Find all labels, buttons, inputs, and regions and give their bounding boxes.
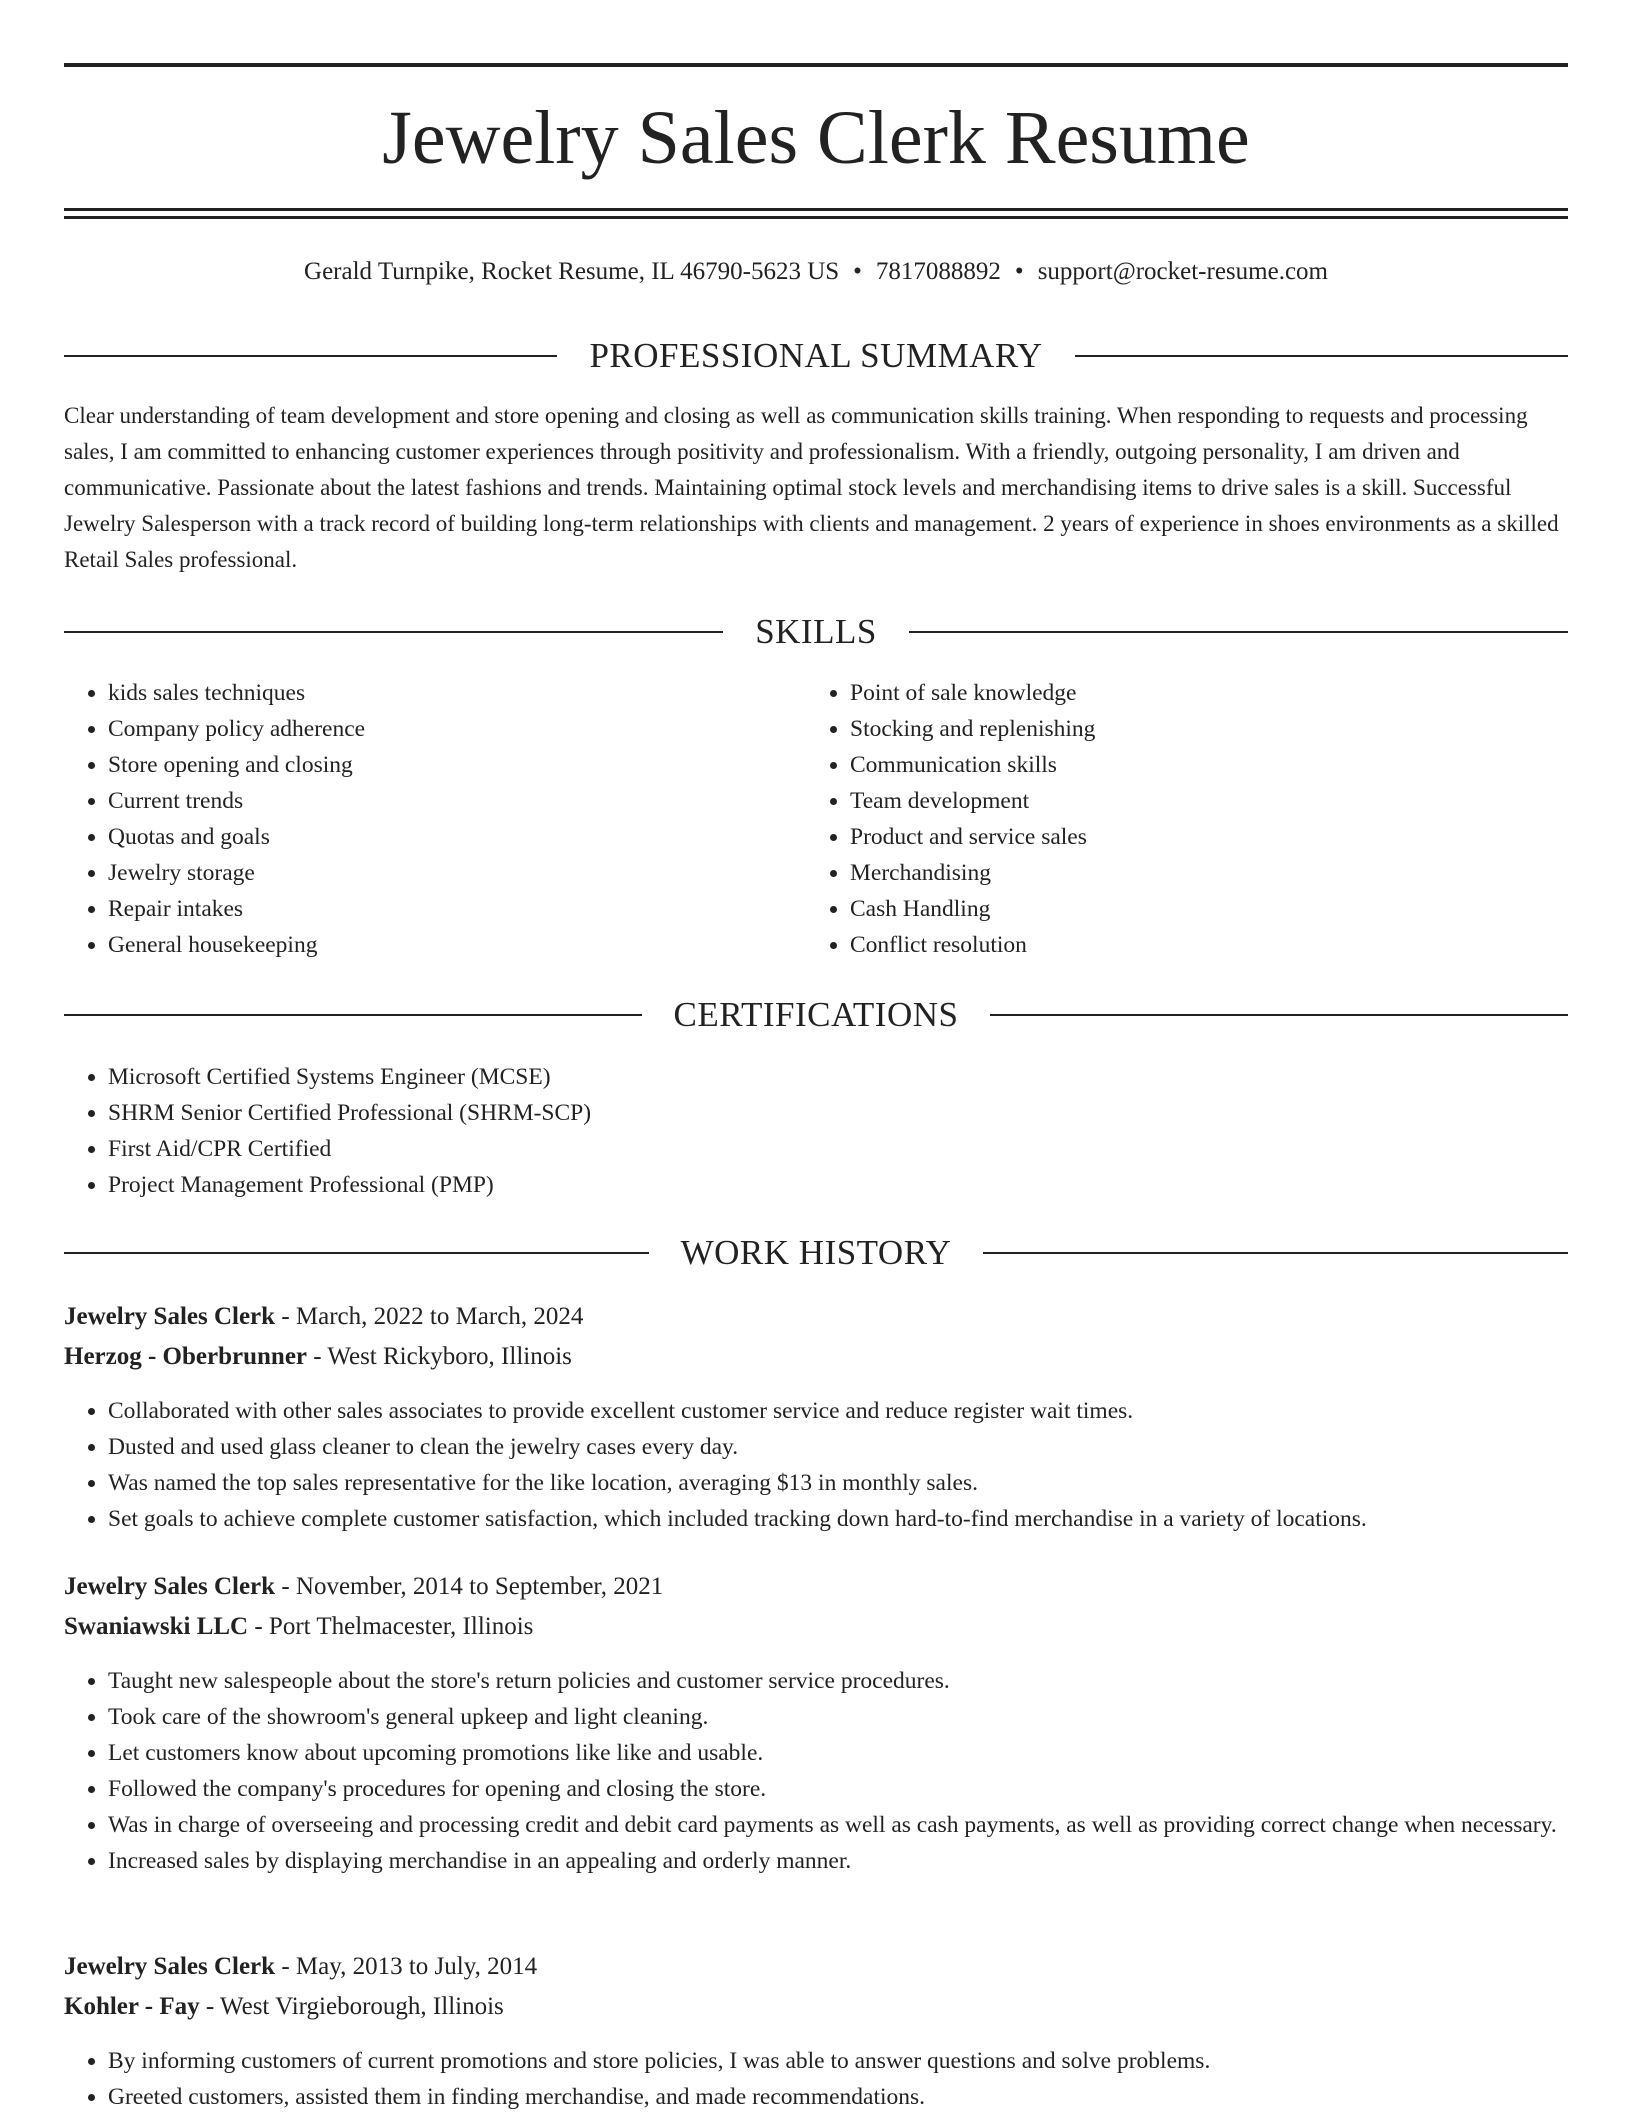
heading-rule-left xyxy=(64,355,557,357)
contact-address: Gerald Turnpike, Rocket Resume, IL 46790-5623 US xyxy=(304,258,840,285)
top-rule xyxy=(64,63,1568,67)
job-dates: - March, 2022 to March, 2024 xyxy=(275,1303,584,1330)
job-title-line xyxy=(64,1299,1568,1335)
list-item: • Followed the company's procedures for opening and closing the store. xyxy=(108,1771,1568,1807)
list-item: • Took care of the showroom's general upkeep and light cleaning. xyxy=(108,1699,1568,1735)
list-item: • Current trends xyxy=(108,783,808,819)
contact-phone: 7817088892 xyxy=(875,258,1001,285)
job-company: Kohler - Fay xyxy=(64,1993,200,2020)
heading-rule-right xyxy=(983,1252,1568,1254)
job-company-line xyxy=(64,1609,1568,1645)
job-title-line xyxy=(64,1949,1568,1985)
list-item: • Repair intakes xyxy=(108,891,808,927)
heading-rule-left xyxy=(64,1252,649,1254)
heading-rule-left xyxy=(64,631,723,633)
list-item: • Cash Handling xyxy=(850,891,1550,927)
section-title: SKILLS xyxy=(755,612,877,651)
list-item: • Increased sales by displaying merchandise in an appealing and orderly manner. xyxy=(108,1843,1568,1879)
list-item: • First Aid/CPR Certified xyxy=(108,1131,1508,1167)
resume-title: Jewelry Sales Clerk Resume xyxy=(382,96,1250,180)
list-item: • Store opening and closing xyxy=(108,747,808,783)
list-item: • Taught new salespeople about the store's return policies and customer service procedures. xyxy=(108,1663,1568,1699)
contact-email: support@rocket-resume.com xyxy=(1037,258,1328,285)
job-location: - Port Thelmacester, Illinois xyxy=(248,1613,534,1640)
list-item: • Microsoft Certified Systems Engineer (MCSE) xyxy=(108,1059,1508,1095)
title-rule-lower xyxy=(64,216,1568,219)
job-company-line xyxy=(64,1989,1568,2025)
list-item: • SHRM Senior Certified Professional (SHRM-SCP) xyxy=(108,1095,1508,1131)
list-item: • Greeted customers, assisted them in finding merchandise, and made recommendations. xyxy=(108,2079,1568,2115)
list-item: • Merchandising xyxy=(850,855,1550,891)
job-title: Jewelry Sales Clerk xyxy=(64,1953,276,1980)
list-item: • By informing customers of current promotions and store policies, I was able to answer questions and solve problems. xyxy=(108,2043,1568,2079)
list-item: • Product and service sales xyxy=(850,819,1550,855)
list-item: • Stocking and replenishing xyxy=(850,711,1550,747)
list-item: • Point of sale knowledge xyxy=(850,675,1550,711)
job-bullets xyxy=(64,1393,1568,1537)
section-heading-summary xyxy=(64,334,1568,378)
section-heading-certifications xyxy=(64,993,1568,1037)
job-title-line xyxy=(64,1569,1568,1605)
summary-text: Clear understanding of team development and store opening and closing as well as communication skills training. When responding to requests and processing sales, I am committed to enhancing customer experiences through positivity and professionalism. With a friendly, outgoing personality, I am driven and communicative. Passionate about the latest fashions and trends. Maintaining optimal stock levels and merchandising items to drive sales is a skill. Successful Jewelry Salesperson with a track record of building long-term relationships with clients and management. 2 years of experience in shoes environments as a skilled Retail Sales professional. xyxy=(64,403,1559,572)
certifications-list xyxy=(64,1059,1508,1203)
job-company: Swaniawski LLC xyxy=(64,1613,249,1640)
job-dates: - November, 2014 to September, 2021 xyxy=(275,1573,664,1600)
job-title: Jewelry Sales Clerk xyxy=(64,1303,276,1330)
skills-list-left xyxy=(64,675,808,963)
section-title: PROFESSIONAL SUMMARY xyxy=(589,336,1043,375)
list-item: • Was in charge of overseeing and processing credit and debit card payments as well as cash payments, as well as providing correct change when necessary. xyxy=(108,1807,1568,1843)
job-title: Jewelry Sales Clerk xyxy=(64,1573,276,1600)
job-location: - West Virgieborough, Illinois xyxy=(199,1993,504,2020)
list-item: • Communication skills xyxy=(850,747,1550,783)
heading-rule-right xyxy=(990,1014,1568,1016)
section-title: CERTIFICATIONS xyxy=(673,995,959,1034)
contact-line xyxy=(64,254,1568,290)
list-item: • Was named the top sales representative for the like location, averaging $13 in monthly sales. xyxy=(108,1465,1568,1501)
heading-rule-left xyxy=(64,1014,642,1016)
heading-rule-right xyxy=(909,631,1568,633)
skills-list-right xyxy=(806,675,1550,963)
section-heading-skills xyxy=(64,610,1568,654)
list-item: • General housekeeping xyxy=(108,927,808,963)
list-item: • Dusted and used glass cleaner to clean the jewelry cases every day. xyxy=(108,1429,1568,1465)
list-item: • kids sales techniques xyxy=(108,675,808,711)
list-item: • Let customers know about upcoming promotions like like and usable. xyxy=(108,1735,1568,1771)
job-location: - West Rickyboro, Illinois xyxy=(307,1343,572,1370)
title-rule-upper xyxy=(64,208,1568,211)
job-bullets xyxy=(64,1663,1568,1879)
contact-separator: • xyxy=(853,258,862,285)
job-bullets xyxy=(64,2043,1568,2115)
job-company: Herzog - Oberbrunner xyxy=(64,1343,308,1370)
list-item: • Team development xyxy=(850,783,1550,819)
list-item: • Collaborated with other sales associates to provide excellent customer service and reduce register wait times. xyxy=(108,1393,1568,1429)
section-title: WORK HISTORY xyxy=(680,1233,952,1272)
job-dates: - May, 2013 to July, 2014 xyxy=(275,1953,538,1980)
list-item: • Project Management Professional (PMP) xyxy=(108,1167,1508,1203)
list-item: • Set goals to achieve complete customer satisfaction, which included tracking down hard-to-find merchandise in a variety of locations. xyxy=(108,1501,1568,1537)
heading-rule-right xyxy=(1075,355,1568,357)
job-company-line xyxy=(64,1339,1568,1375)
list-item: • Quotas and goals xyxy=(108,819,808,855)
list-item: • Company policy adherence xyxy=(108,711,808,747)
list-item: • Conflict resolution xyxy=(850,927,1550,963)
contact-separator: • xyxy=(1014,258,1024,285)
section-heading-work xyxy=(64,1231,1568,1275)
list-item: • Jewelry storage xyxy=(108,855,808,891)
